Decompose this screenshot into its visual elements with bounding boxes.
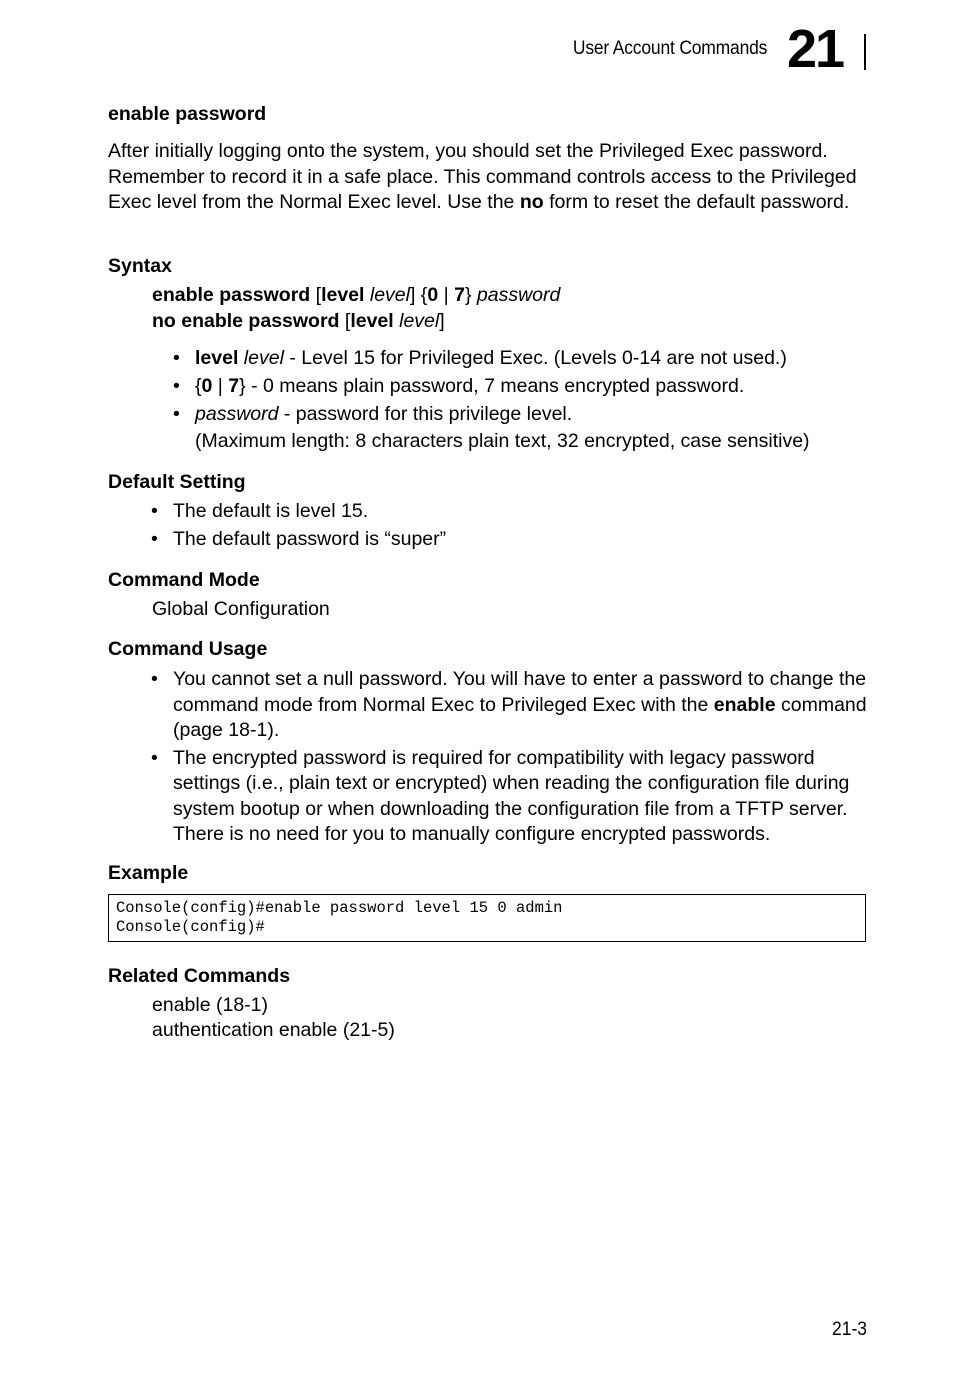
bullet: •: [173, 375, 180, 397]
param-level: [173, 346, 810, 374]
command-usage-heading: Command Usage: [108, 638, 268, 660]
param-brace: }: [239, 375, 246, 397]
param-kw: level: [195, 347, 239, 369]
usage-enable-kw: enable: [713, 693, 776, 716]
syntax-bracket: ] {: [409, 284, 428, 306]
bullet: •: [173, 347, 180, 369]
usage-text: The encrypted password is required for compatibility with legacy password settings (i.e., plain text or encrypted) when reading the configuration file during system bootup or when downloading the configuration file from a TFTP server. There is no need for you to manually configure encrypted passwords.: [173, 746, 850, 845]
param-brace: {: [195, 375, 202, 397]
syntax-bracket: }: [464, 284, 477, 306]
syntax-bracket: ]: [439, 310, 445, 332]
chapter-number: 21: [787, 19, 844, 79]
syntax-bracket: [: [310, 284, 322, 306]
syntax-bracket: [: [339, 310, 351, 332]
page-number: 21-3: [832, 1319, 867, 1340]
usage-item: [151, 746, 871, 848]
related-command-link[interactable]: authentication enable (21-5): [152, 1019, 395, 1041]
syntax-pipe: |: [438, 284, 455, 306]
param-desc: - 0 means plain password, 7 means encrypted password.: [245, 375, 745, 397]
usage-text: You cannot set a null password. You will have to enter a password to change the command mode from Normal Exec to Privileged Exec with the: [173, 668, 867, 716]
param-desc: - Level 15 for Privileged Exec. (Levels 0-14 are not used.): [283, 347, 787, 369]
section-title: enable password: [108, 103, 267, 125]
param-desc: - password for this privilege level.: [278, 403, 573, 425]
param-desc-2: (Maximum length: 8 characters plain text, 32 encrypted, case sensitive): [195, 429, 810, 452]
no-keyword: no: [519, 191, 544, 213]
param-pipe: |: [212, 375, 229, 397]
code-example: Console(config)#enable password level 15 0 admin Console(config)#: [108, 894, 866, 942]
bullet: •: [151, 500, 158, 522]
bullet: •: [151, 528, 158, 550]
syntax-no-cmd: no enable password: [152, 310, 340, 332]
default-setting-heading: Default Setting: [108, 471, 246, 493]
syntax-line-2: [152, 309, 445, 335]
example-heading: Example: [108, 862, 189, 884]
param-arg: level: [238, 347, 284, 369]
bullet: •: [173, 403, 180, 425]
intro-text-2: form to reset the default password.: [543, 191, 850, 213]
syntax-line-1: [152, 283, 560, 309]
intro-paragraph: [108, 139, 868, 216]
syntax-level-arg: level: [393, 310, 440, 332]
command-usage-list: [151, 667, 871, 848]
param-zero: 0: [201, 375, 213, 397]
bullet: •: [151, 668, 158, 690]
param-arg: password: [195, 403, 279, 425]
param-seven: 7: [228, 375, 240, 397]
syntax-zero: 0: [427, 284, 439, 306]
param-encryption: [173, 374, 810, 402]
default-item-text: The default is level 15.: [173, 500, 369, 522]
param-password: [173, 402, 810, 454]
chapter-rule: [864, 34, 866, 70]
default-item: [151, 499, 446, 527]
command-mode-value: Global Configuration: [152, 598, 330, 620]
bullet: •: [151, 746, 158, 769]
intro-text-1: After initially logging onto the system, you should set the Privileged Exec password. Remember to record it in a safe place. This command controls access to the Privileged Exec level from the Normal Exec level. Use the: [108, 140, 857, 213]
related-command-link[interactable]: enable (18-1): [152, 994, 268, 1016]
default-item-text: The default password is “super”: [173, 528, 447, 550]
default-setting-list: [151, 499, 447, 553]
running-head: User Account Commands: [572, 38, 767, 59]
usage-item: [151, 667, 871, 744]
syntax-params: [173, 346, 810, 454]
syntax-level-kw: level: [321, 284, 365, 306]
command-mode-heading: Command Mode: [108, 569, 260, 591]
syntax-heading: Syntax: [108, 255, 172, 277]
related-commands-heading: Related Commands: [108, 965, 291, 987]
syntax-seven: 7: [454, 284, 465, 306]
usage-text: command (page 18-1).: [173, 693, 867, 741]
syntax-level-arg: level: [364, 284, 410, 306]
default-item: [151, 527, 447, 553]
syntax-password-arg: password: [476, 284, 561, 306]
syntax-cmd: enable password: [152, 284, 311, 306]
syntax-level-kw: level: [350, 310, 394, 332]
